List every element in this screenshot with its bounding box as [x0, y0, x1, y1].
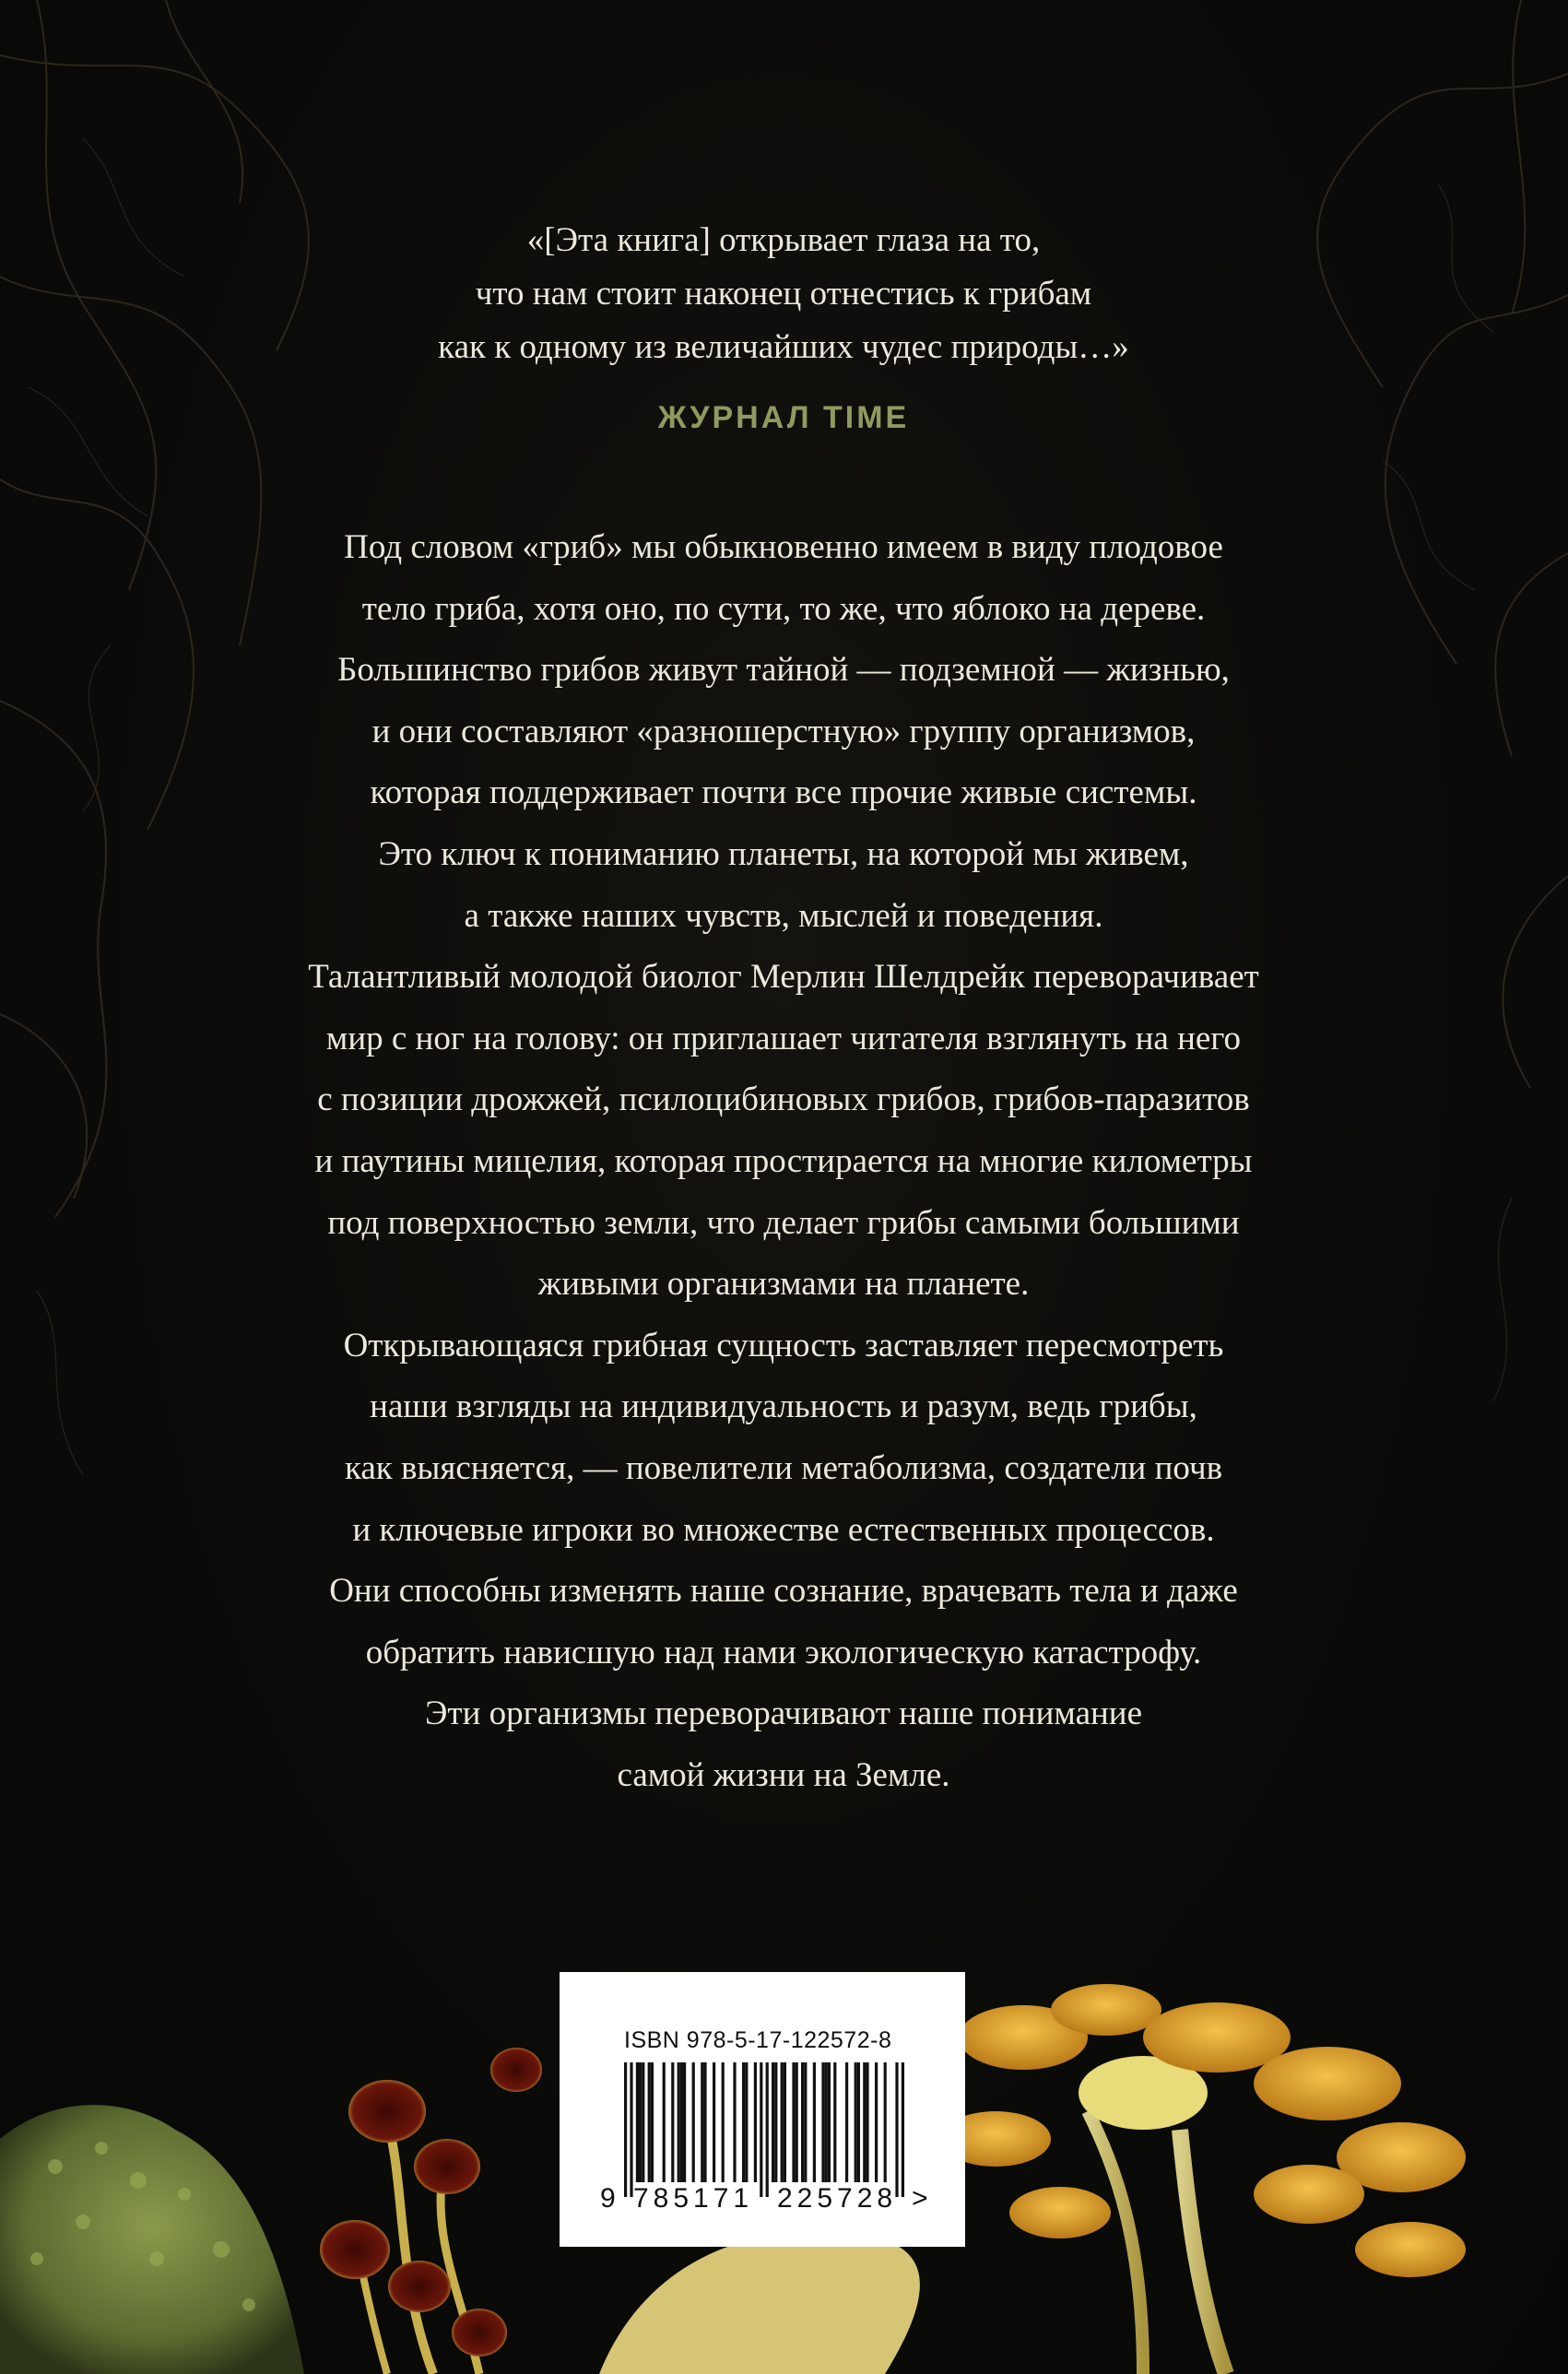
barcode-right-digits: 225728 [777, 2183, 898, 2214]
barcode-bar [821, 2062, 824, 2182]
description-line: Открывающаяся грибная сущность заставляет пересмотреть [343, 1326, 1224, 1364]
barcode-bar [784, 2062, 786, 2182]
description-line: самой жизни на Земле. [617, 1755, 950, 1794]
description-line: которая поддерживает почти все прочие живые системы. [370, 774, 1197, 812]
barcode-bar [642, 2062, 644, 2182]
description-line: Это ключ к пониманию планеты, на которой мы живем, [378, 834, 1189, 873]
description-line: под поверхностью земли, что делает грибы самыми большими [327, 1203, 1240, 1242]
barcode-bar [701, 2062, 703, 2182]
barcode-bar [663, 2062, 666, 2182]
cup-fungi [320, 2048, 542, 2374]
barcode-bar [624, 2062, 627, 2197]
isbn-label: ISBN 978-5-17-122572-8 [624, 2027, 892, 2053]
description-line: живыми организмами на планете. [537, 1265, 1030, 1304]
barcode-bar [781, 2062, 784, 2182]
barcode-bar [680, 2062, 683, 2182]
barcode-bar [639, 2062, 642, 2182]
barcode-bar [742, 2062, 745, 2182]
barcode-bar [713, 2062, 715, 2182]
review-quote [138, 214, 1429, 374]
barcode-bar [760, 2062, 762, 2197]
barcode-bar [895, 2062, 898, 2197]
lichen-shape [0, 2105, 304, 2374]
barcode-bar [754, 2062, 757, 2182]
barcode-bar [804, 2062, 807, 2182]
barcode-bar [845, 2062, 848, 2182]
barcode-bar [863, 2062, 866, 2182]
description-line: мир с ног на голову: он приглашает читателя взглянуть на него [325, 1019, 1242, 1057]
description-line: как выясняется, — повелители метаболизма, создатели почв [344, 1448, 1223, 1487]
description-line: Они способны изменять наше сознание, врачевать тела и даже [329, 1572, 1238, 1611]
barcode-bar [774, 2062, 777, 2182]
quote-line: как к одному из величайших чудес природы…» [438, 328, 1129, 366]
barcode-bar [671, 2062, 674, 2182]
barcode-end-mark: > [912, 2183, 928, 2214]
barcode-bar [796, 2062, 798, 2182]
description-line: тело гриба, хотя оно, по сути, то же, что яблоко на дереве. [361, 589, 1206, 628]
barcode-bar [651, 2062, 654, 2182]
barcode-bar [703, 2062, 706, 2182]
description-line: и паутины мицелия, которая простирается на многие километры [314, 1141, 1253, 1180]
barcode-bar [648, 2062, 651, 2182]
barcode-bar [733, 2062, 736, 2182]
description-line: Эти организмы переворачивают наше понимание [424, 1695, 1143, 1733]
barcode-bars [624, 2062, 904, 2197]
barcode-bar [745, 2062, 748, 2182]
isbn-barcode [560, 1972, 965, 2247]
barcode-bar [692, 2062, 695, 2182]
barcode-bar [825, 2062, 828, 2182]
barcode-bar [866, 2062, 868, 2182]
barcode-bar [813, 2062, 816, 2182]
quote-line: что нам стоит наконец отнестись к грибам [475, 275, 1092, 313]
barcode-left-digits: 785171 [633, 2183, 754, 2214]
barcode-bar [855, 2062, 857, 2182]
description-line: с позиции дрожжей, псилоцибиновых грибов, грибов-паразитов [317, 1081, 1250, 1119]
barcode-bar [683, 2062, 686, 2182]
barcode-bar [884, 2062, 887, 2182]
description-line: и они составляют «разношерстную» группу организмов, [371, 712, 1196, 750]
barcode-bar [857, 2062, 860, 2182]
barcode-bar [636, 2062, 639, 2182]
quote-line: «[Эта книга] открывает глаза на то, [526, 221, 1041, 259]
description-line: Талантливый молодой биолог Мерлин Шелдрейк переворачивает [308, 958, 1259, 997]
barcode-bar [766, 2062, 769, 2197]
barcode-bar [678, 2062, 680, 2182]
description-line: обратить нависшую над нами экологическую катастрофу. [365, 1633, 1202, 1671]
barcode-bar [902, 2062, 904, 2197]
description-line: и ключевые игроки во множестве естественных процессов. [352, 1510, 1215, 1549]
quote-source: ЖУРНАЛ TIME [657, 400, 910, 435]
barcode-bar [875, 2062, 878, 2182]
barcode-graphic [560, 1972, 965, 2247]
barcode-bar [630, 2062, 632, 2197]
barcode-bar [792, 2062, 795, 2182]
description-line: Под словом «гриб» мы обыкновенно имеем в виду плодовое [344, 528, 1223, 566]
barcode-bar [801, 2062, 804, 2182]
book-description [92, 517, 1475, 1806]
description-line: а также наших чувств, мыслей и поведения. [464, 896, 1103, 935]
description-line: Большинство грибов живут тайной — подземной — жизнью, [337, 651, 1230, 690]
barcode-bar [828, 2062, 831, 2182]
barcode-bar [772, 2062, 774, 2182]
barcode-lead-digit: 9 [600, 2183, 616, 2214]
barcode-bar [833, 2062, 836, 2182]
description-line: наши взгляды на индивидуальность и разум, ведь грибы, [370, 1388, 1197, 1426]
barcode-bar [722, 2062, 725, 2182]
